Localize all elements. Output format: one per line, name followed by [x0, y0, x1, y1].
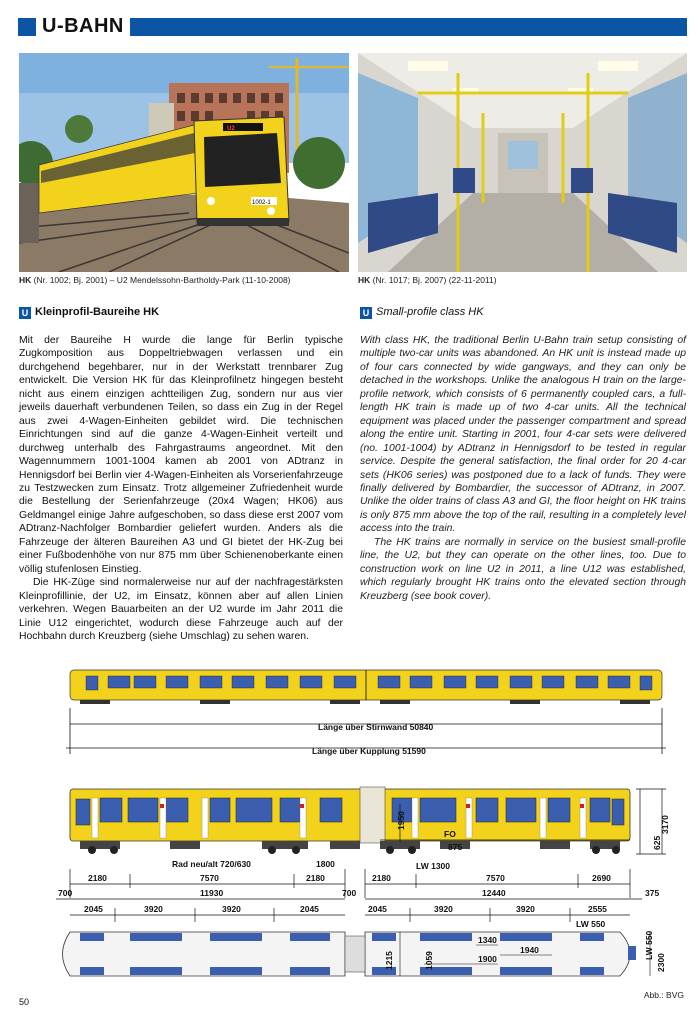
caption-2-text: (Nr. 1017; Bj. 2007) (22-11-2011) — [370, 275, 497, 285]
paragraph-en-2: The HK trains are normally in service on the busiest small-profile line, the U2, but they can operate on the other lines, too. Due to construction work on line U2 in 2011, a line U12 was established, which regularly brought HK trains onto the elevated section through Kreuzberg (see book cover). — [360, 536, 686, 602]
car-number-plate: 1002-1 — [252, 200, 271, 206]
photo-train-exterior — [19, 53, 349, 272]
dim-12440: 12440 — [482, 888, 506, 898]
floor-plan — [63, 930, 667, 976]
header-square — [18, 18, 36, 36]
train-side-detail — [70, 787, 630, 854]
dim-1800: 1800 — [316, 859, 335, 869]
dim-3920-d: 3920 — [516, 904, 535, 914]
floor-height-875-label: 875 — [448, 842, 463, 852]
page-header — [18, 16, 687, 40]
body-text-de — [19, 334, 343, 643]
lw-1300-label: LW 1300 — [416, 861, 451, 871]
dim-700-b: 700 — [342, 888, 357, 898]
body-text-en — [360, 334, 686, 603]
section-title-de — [19, 306, 159, 320]
photo-caption-2 — [358, 275, 497, 285]
dim-3920-b: 3920 — [222, 904, 241, 914]
floor-label: FO — [444, 829, 456, 839]
dim-2180-b: 2180 — [306, 873, 325, 883]
length-body-label: Länge über Stirnwand 50840 — [318, 722, 434, 732]
section-title-de-text: Kleinprofil-Baureihe HK — [35, 306, 160, 318]
caption-1-text: (Nr. 1002; Bj. 2001) – U2 Mendelssohn-Bartholdy-Park (11-10-2008) — [31, 275, 291, 285]
dim-1940: 1940 — [520, 945, 539, 955]
section-title-en-text: Small-profile class HK — [376, 306, 484, 318]
dim-7570-a: 7570 — [200, 873, 219, 883]
lw-550-label-a: LW 550 — [576, 919, 606, 929]
caption-2-bold: HK — [358, 275, 371, 285]
destination-sign: U2 — [227, 126, 235, 132]
dim-1900: 1900 — [478, 954, 497, 964]
page-number: 50 — [19, 997, 30, 1007]
dim-2555: 2555 — [588, 904, 607, 914]
train-side-small — [70, 670, 662, 704]
dim-11930: 11930 — [200, 888, 224, 898]
section-title-en — [360, 306, 484, 320]
lw-550-label-b: LW 550 — [644, 930, 654, 960]
dim-7570-b: 7570 — [486, 873, 505, 883]
dim-375: 375 — [645, 888, 660, 898]
caption-1-bold: HK — [19, 275, 32, 285]
dim-2045-b: 2045 — [300, 904, 319, 914]
dim-3920-a: 3920 — [144, 904, 163, 914]
height-3170-label: 3170 — [660, 815, 670, 834]
wheel-label: Rad neu/alt 720/630 — [172, 859, 251, 869]
height-625-label: 625 — [652, 835, 662, 850]
dim-2180-c: 2180 — [372, 873, 391, 883]
photo-caption-1 — [19, 275, 291, 285]
dim-3920-c: 3920 — [434, 904, 453, 914]
dim-2300: 2300 — [656, 953, 666, 972]
u-badge-de: U — [19, 307, 31, 319]
door-height-1950-label: 1950 — [396, 811, 406, 830]
dim-700-a: 700 — [58, 888, 73, 898]
dim-1059: 1059 — [424, 951, 434, 970]
paragraph-de-1: Mit der Baureihe H wurde die lange für Berlin typische Zugkomposition aus Doppeltriebwagen verlassen und ein durchgehend begehbarer, nur in der Werkstatt trennbarer Zug entwickelt. Die Version HK für das Kleinprofilnetz hingegen besteht nicht aus einem einzigen achtteiligen Zug, sondern nur aus vier jeweils dauerhaft verbundenen Teilen, so dass ein Zug in der Regel aus zwei 4-Wagen-Einheiten gebildet wird. Die technischen Einrichtungen sind auf die ganze 4-Wagen-Einheit verteilt und durchweg unterhalb des Fahrgastraums angeordnet. Mit den Wagennummern 1001-1004 kamen ab 2001 von ADtranz in Hennigsdorf bei Berlin vier 4-Wagen-Einheiten als Vorserienfahrzeuge zu Testzwecken zum Einsatz. Trotz allgemeiner Zufriedenheit wurde die Bestellung der Serienfahrzeuge (20x4 Wagen; HK06) aus Geldmangel einige Jahre aufgeschoben, so dass diese erst 2007 vom ADtranz-Nachfolger Bombardier geliefert wurden. Anders als die Fahrzeuge der älteren Baureihen A3 und GI bietet der HK-Zug bei einer Fußbodenhöhe von nur 875 mm über Schienenoberkante einen völlig stufenlosen Einstieg. — [19, 335, 343, 575]
photo-train-interior — [358, 53, 687, 272]
dim-2045-a: 2045 — [84, 904, 103, 914]
header-bar — [130, 18, 687, 36]
page-title: U-BAHN — [42, 15, 124, 37]
dim-2180-a: 2180 — [88, 873, 107, 883]
length-coupling-label: Länge über Kupplung 51590 — [312, 746, 426, 756]
dim-1340: 1340 — [478, 935, 497, 945]
paragraph-en-1: With class HK, the traditional Berlin U-Bahn train setup consisting of multiple two-car units was abandoned. An HK unit is instead made up of four cars connected by wide gangways, and they can only be detached in the workshops. Unlike the analogous H train on the large-profile network, which consists of 6 permanently coupled cars, a full-length HK train is made up of two 4-car units. All the technical equipment was placed under the passenger compartment and spread along the entire unit. Starting in 2001, four 4-car sets were delivered (no. 1001-1004) by ADtranz in Hennigsdorf to be tested in regular service. Despite the general satisfaction, the final order for 20 4-car sets (HK06 series) was postponed due to a lack of funds. They were finally delivered by Bombardier, the successor of ADtranz, in 2007. Unlike the older trains of class A3 and GI, the floor height on HK trains is only 875 mm above the top of the rail, resulting in a completely level access into the train. — [360, 335, 686, 535]
dim-2690: 2690 — [592, 873, 611, 883]
paragraph-de-2: Die HK-Züge sind normalerweise nur auf der nachfragestärksten Kleinprofillinie, der U2, im Einsatz, können aber auf allen Linien verkehren. Wegen Bauarbeiten an der U2 wurde im Jahr 2011 die Linie U12 eingerichtet, wodurch diese Fahrzeuge auch auf der Hochbahn durch Kreuzberg (siehe Umschlag) zu sehen waren. — [19, 577, 343, 642]
technical-drawing — [0, 664, 700, 1004]
dim-2045-c: 2045 — [368, 904, 387, 914]
dim-1215: 1215 — [384, 951, 394, 970]
u-badge-en: U — [360, 307, 372, 319]
image-credit: Abb.: BVG — [643, 990, 684, 1000]
